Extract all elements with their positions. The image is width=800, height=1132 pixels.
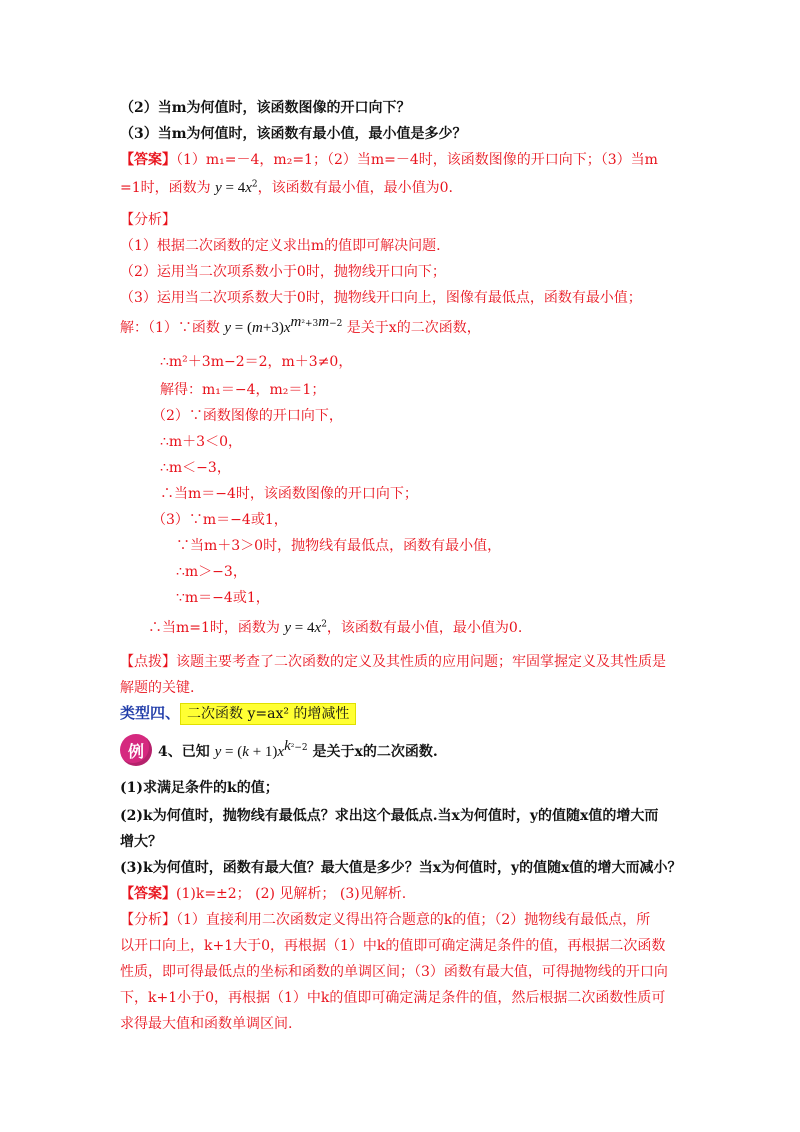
analysis-b-line-3: 性质，即可得最低点的坐标和函数的单调区间；（3）函数有最大值，可得抛物线的开口向 <box>120 964 668 980</box>
example-part-1: (1)求满足条件的k的值； <box>120 780 279 796</box>
solution-line-12 <box>148 618 522 638</box>
answer-tag: 【答案】 <box>120 152 176 168</box>
solution-text-12a: ∴当m=1时，函数为 <box>148 620 280 636</box>
formula-y-m3: $y = (m+3)x^{m^2+3m-2}$ <box>224 314 343 336</box>
analysis-b-line-4: 下，k+1小于0，再根据（1）中k的值即可确定满足条件的值，然后根据二次函数性质可 <box>120 990 666 1006</box>
answer-line-2 <box>120 178 453 198</box>
analysis-b-line-5: 求得最大值和函数单调区间. <box>120 1016 293 1032</box>
question-2: （2）当m为何值时，该函数图像的开口向下？ <box>120 100 411 116</box>
answer-line-1 <box>120 150 658 170</box>
answer-text: （1）m₁=－4，m₂=1；（2）当m=－4时，该函数图像的开口向下；（3）当m <box>176 152 658 168</box>
formula-y-4x2: $y = 4x^2$ <box>215 179 258 196</box>
solution-line-5: ∴m＋3＜0， <box>160 434 242 450</box>
example-part-2b: 增大？ <box>120 834 162 850</box>
example-number: 4、已知 <box>158 744 210 760</box>
answer-b-tag: 【答案】 <box>120 886 176 902</box>
example-question <box>158 738 438 762</box>
solution-line-1 <box>120 314 481 338</box>
analysis-b-line-1 <box>120 910 650 930</box>
tip-line-2: 解题的关键. <box>120 680 195 696</box>
solution-line-9: ∵当m＋3＞0时，抛物线有最低点，函数有最小值， <box>176 538 502 554</box>
example-badge-icon: 例 <box>120 734 152 766</box>
tip-text: 该题主要考查了二次函数的定义及其性质的应用问题；牢固掌握定义及其性质是 <box>176 654 666 670</box>
analysis-b-tag: 【分析】 <box>120 912 176 928</box>
formula-y-k1: $y = (k + 1)x^{k^2-2}$ <box>214 738 308 760</box>
example-text: 是关于x的二次函数. <box>312 744 438 760</box>
section-heading-type4 <box>120 703 356 724</box>
solution-text-1b: 是关于x的二次函数， <box>346 320 481 336</box>
type4-title: 二次函数 y=ax² 的增减性 <box>180 703 356 725</box>
solution-text-1a: 解：（1）∵函数 <box>120 320 220 336</box>
solution-line-4: （2）∵函数图像的开口向下， <box>152 408 343 424</box>
analysis-line-1: （1）根据二次函数的定义求出m的值即可解决问题. <box>120 238 441 254</box>
example-part-2a: (2)k为何值时，抛物线有最低点？求出这个最低点.当x为何值时，y的值随x值的增大而 <box>120 808 659 824</box>
solution-line-11: ∵m＝−4或1， <box>176 590 270 606</box>
solution-line-10: ∴m＞−3， <box>176 564 247 580</box>
analysis-line-2: （2）运用当二次项系数小于0时，抛物线开口向下； <box>120 264 446 280</box>
answer-b-line <box>120 884 406 904</box>
analysis-line-3: （3）运用当二次项系数大于0时，抛物线开口向上，图像有最低点，函数有最小值； <box>120 290 642 306</box>
question-3: （3）当m为何值时，该函数有最小值，最小值是多少？ <box>120 126 467 142</box>
solution-line-7: ∴当m＝−4时，该函数图像的开口向下； <box>160 486 418 502</box>
tip-tag: 【点拨】 <box>120 654 176 670</box>
solution-text-12b: ，该函数有最小值，最小值为0. <box>326 620 523 636</box>
type4-label: 类型四、 <box>120 704 181 722</box>
analysis-b-text-1: （1）直接利用二次函数定义得出符合题意的k的值；（2）抛物线有最低点，所 <box>176 912 651 928</box>
solution-line-2: ∴m²＋3m−2＝2，m＋3≠0， <box>160 354 353 370</box>
analysis-b-line-2: 以开口向上，k+1大于0，再根据（1）中k的值即可确定满足条件的值，再根据二次函数 <box>120 938 666 954</box>
answer-b-text: (1)k=±2； (2) 见解析； (3)见解析. <box>176 886 407 902</box>
formula-y-4x2-b: $y = 4x^2$ <box>284 619 327 636</box>
solution-line-3: 解得：m₁＝−4，m₂＝1； <box>160 382 326 398</box>
tip-line-1 <box>120 652 666 672</box>
analysis-tag: 【分析】 <box>120 212 176 228</box>
example-part-3: (3)k为何值时，函数有最大值？最大值是多少？当x为何值时，y的值随x值的增大而减小？ <box>120 860 682 876</box>
answer-text-2a: =1时，函数为 <box>120 180 211 196</box>
solution-line-8: （3）∵m＝−4或1， <box>152 512 288 528</box>
solution-line-6: ∴m＜−3， <box>160 460 231 476</box>
answer-text-2b: ，该函数有最小值，最小值为0. <box>257 180 453 196</box>
